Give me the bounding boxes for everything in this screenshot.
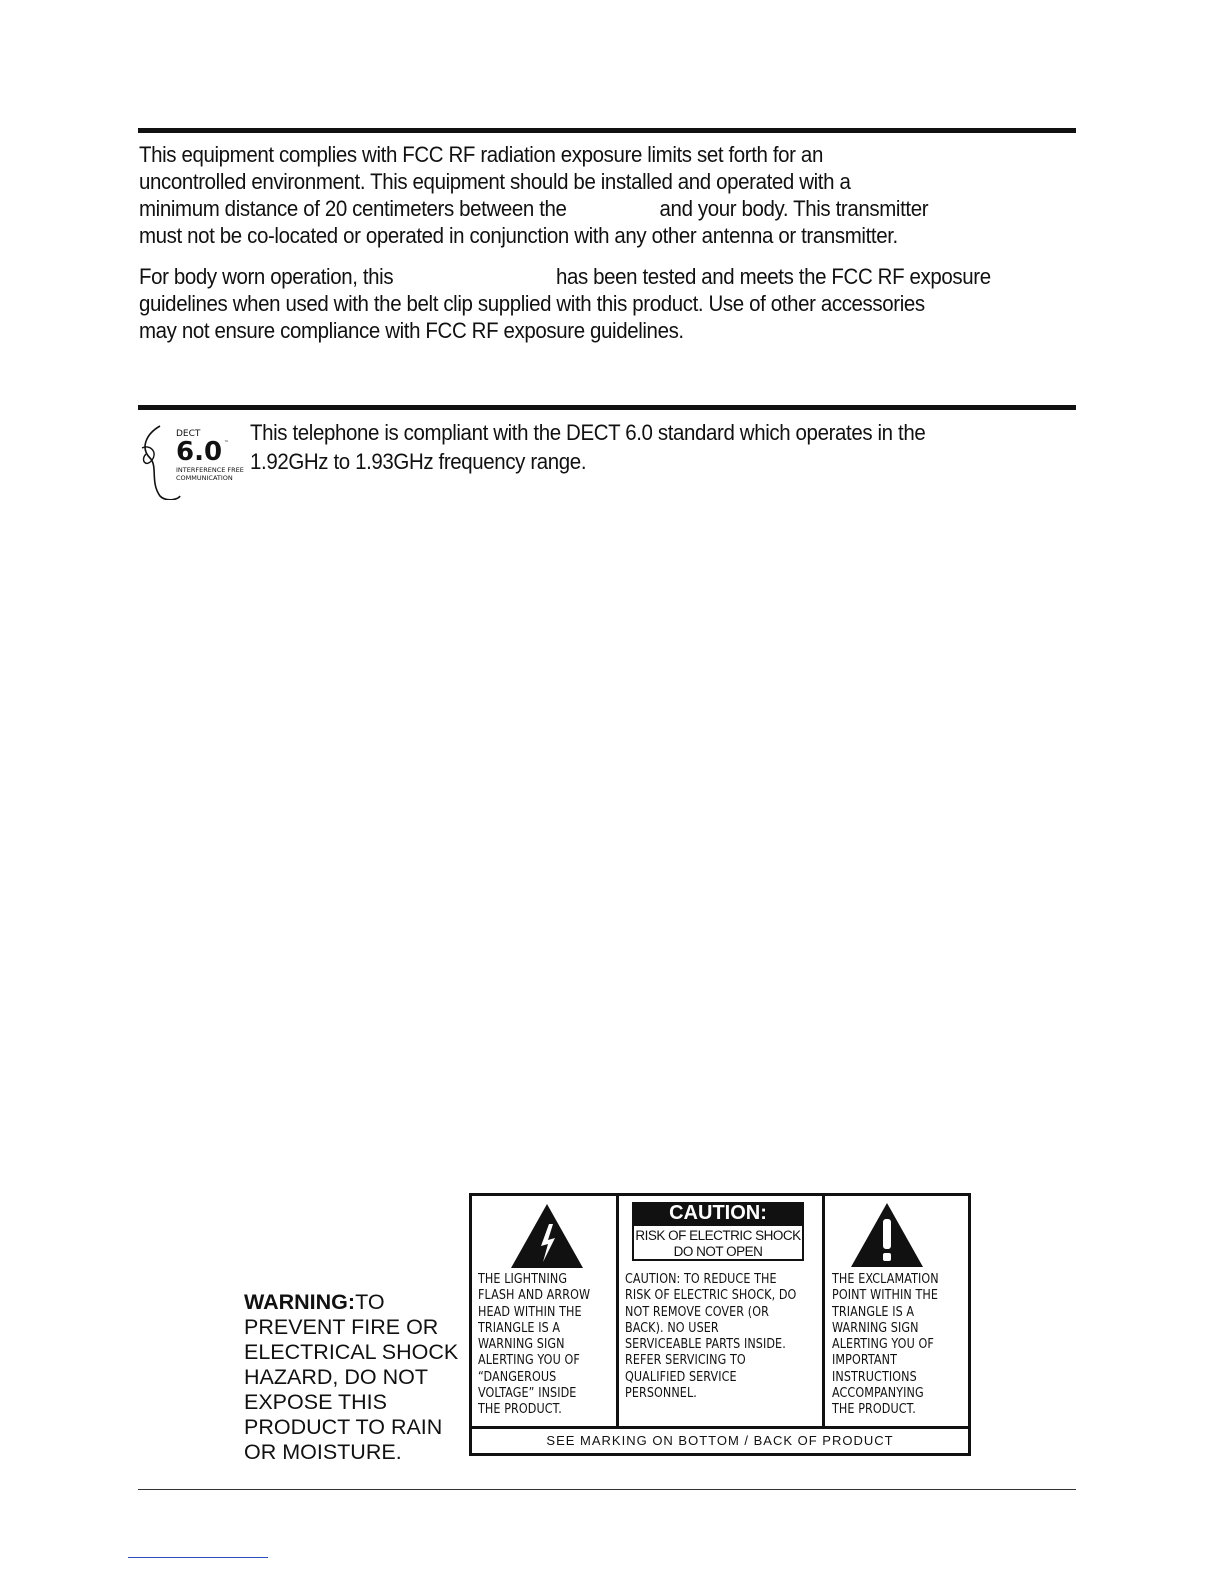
footer-link-underline: [128, 1557, 268, 1558]
exclamation-text-line: WARNING SIGN: [832, 1320, 919, 1336]
warning-line-3: ELECTRICAL SHOCK: [244, 1340, 459, 1364]
rf-line-3: [139, 195, 928, 222]
rf-body-line-2: guidelines when used with the belt clip supplied with this product. Use of other accessories: [139, 291, 925, 316]
warning-line-7: OR MOISTURE.: [244, 1440, 402, 1464]
exclamation-text-line: THE PRODUCT.: [832, 1402, 916, 1418]
warning-line-1-rest: TO: [355, 1290, 385, 1314]
top-rule: [138, 128, 1076, 133]
warning-statement: [244, 1290, 458, 1465]
exclamation-warning-icon: [849, 1201, 925, 1269]
dect-logo-label: DECT: [176, 429, 201, 439]
caution-text-line: REFER SERVICING TO: [625, 1353, 746, 1369]
exclamation-text-line: TRIANGLE IS A: [832, 1304, 915, 1320]
caution-sub-line-2: DO NOT OPEN: [673, 1243, 763, 1259]
caution-text-line: CAUTION: TO REDUCE THE: [625, 1272, 777, 1287]
exclamation-text-line: ACCOMPANYING: [832, 1386, 924, 1402]
caution-text-line: PERSONNEL.: [625, 1386, 697, 1402]
lightning-text-line: THE PRODUCT.: [478, 1402, 562, 1418]
warning-line-2: PREVENT FIRE OR: [244, 1315, 439, 1339]
dect-logo-subtitle-1: INTERFERENCE FREE: [176, 466, 244, 474]
lightning-text-line: TRIANGLE IS A: [478, 1320, 561, 1336]
lightning-text-line: THE LIGHTNING: [478, 1272, 568, 1287]
caution-text-line: QUALIFIED SERVICE: [625, 1369, 737, 1385]
lightning-warning-icon: [509, 1202, 585, 1270]
dect-line-2: 1.92GHz to 1.93GHz frequency range.: [250, 449, 587, 474]
warning-line-4: HAZARD, DO NOT: [244, 1365, 428, 1389]
lightning-explanation: [478, 1272, 590, 1419]
rf-body-line-1-start: For body worn operation, this: [139, 264, 394, 289]
dect-logo-version: 6.0: [176, 437, 223, 467]
rf-exposure-paragraph-1: [139, 141, 928, 249]
middle-rule: [138, 405, 1076, 410]
lightning-column: [472, 1196, 619, 1429]
caution-text-line: RISK OF ELECTRIC SHOCK, DO: [625, 1288, 797, 1304]
lightning-text-line: ALERTING YOU OF: [478, 1353, 580, 1369]
bottom-rule: [138, 1489, 1076, 1490]
caution-sub-line-1: RISK OF ELECTRIC SHOCK: [635, 1228, 801, 1243]
dect-logo-subtitle-2: COMMUNICATION: [176, 474, 233, 482]
rf-body-line-3: may not ensure compliance with FCC RF exposure guidelines.: [139, 318, 684, 343]
exclamation-text-line: ALERTING YOU OF: [832, 1337, 934, 1353]
dect-statement: [250, 418, 925, 476]
caution-footer: SEE MARKING ON BOTTOM / BACK OF PRODUCT: [472, 1426, 968, 1453]
rf-line-3-start: minimum distance of 20 centimeters between the: [139, 196, 567, 221]
warning-label: WARNING:: [244, 1290, 356, 1314]
warning-line-5: EXPOSE THIS: [244, 1390, 387, 1414]
exclamation-column: [825, 1196, 968, 1429]
lightning-text-line: “DANGEROUS: [478, 1369, 557, 1385]
exclamation-text-line: INSTRUCTIONS: [832, 1369, 917, 1385]
rf-line-4: must not be co-located or operated in conjunction with any other antenna or transmitter.: [139, 223, 898, 248]
lightning-text-line: VOLTAGE” INSIDE: [478, 1386, 577, 1402]
caution-text-line: NOT REMOVE COVER (OR: [625, 1304, 769, 1320]
lightning-text-line: FLASH AND ARROW: [478, 1288, 591, 1304]
lightning-text-line: WARNING SIGN: [478, 1337, 565, 1353]
caution-header: CAUTION:: [632, 1202, 804, 1224]
dect-6-logo-icon: [138, 424, 248, 500]
exclamation-explanation: [832, 1272, 939, 1419]
lightning-text-line: HEAD WITHIN THE: [478, 1304, 582, 1320]
warning-line-1: [244, 1290, 458, 1315]
rf-line-2: uncontrolled environment. This equipment should be installed and operated with a: [139, 169, 851, 194]
warning-line-6: PRODUCT TO RAIN: [244, 1415, 443, 1439]
rf-line-3-end: and your body. This transmitter: [659, 196, 929, 221]
exclamation-text-line: POINT WITHIN THE: [832, 1288, 939, 1304]
exclamation-text-line: THE EXCLAMATION: [832, 1272, 939, 1287]
caution-subheader: [632, 1224, 804, 1261]
caution-explanation: [625, 1272, 796, 1402]
caution-text-line: SERVICEABLE PARTS INSIDE.: [625, 1337, 786, 1353]
dect-logo-tm: ™: [224, 440, 229, 446]
caution-column: [619, 1196, 825, 1429]
caution-label-box: [469, 1193, 971, 1456]
exclamation-text-line: IMPORTANT: [832, 1353, 898, 1369]
dect-line-1: This telephone is compliant with the DECT 6.0 standard which operates in the: [250, 420, 926, 445]
rf-exposure-paragraph-2: [139, 263, 991, 344]
rf-line-1: This equipment complies with FCC RF radiation exposure limits set forth for an: [139, 142, 823, 167]
rf-body-line-1: [139, 263, 991, 290]
rf-body-line-1-end: has been tested and meets the FCC RF exposure: [555, 264, 991, 289]
caution-text-line: BACK). NO USER: [625, 1320, 719, 1336]
